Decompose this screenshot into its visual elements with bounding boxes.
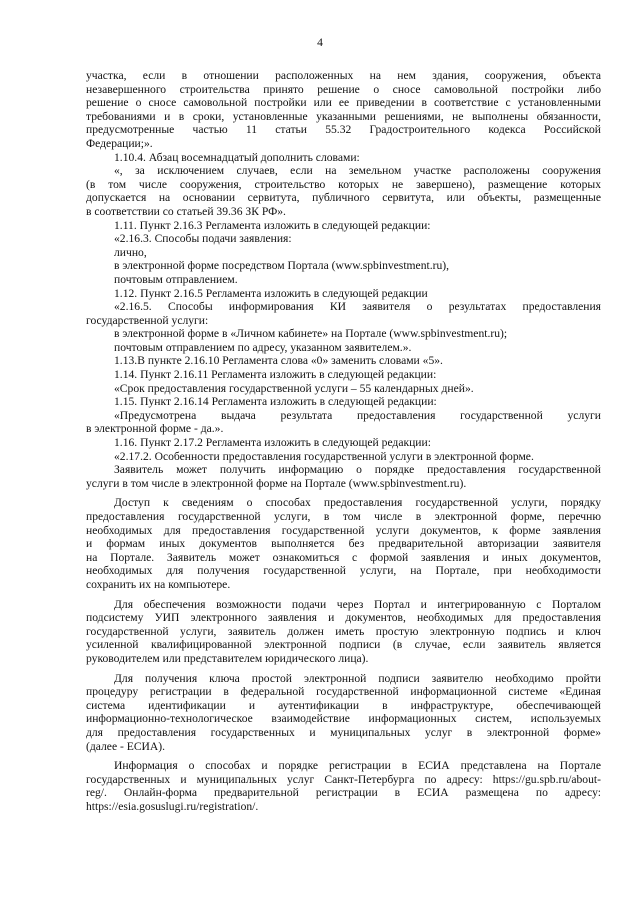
text-line: Информация о способах и порядке регистрации в ЕСИА представлена на Портале <box>114 759 601 773</box>
text-line: «Срок предоставления государственной услуги – 55 календарных дней». <box>114 381 474 395</box>
body-text <box>86 69 601 813</box>
text-line: 1.11. Пункт 2.16.3 Регламента изложить в следующей редакции: <box>114 218 431 232</box>
text-line: «2.17.2. Особенности предоставления государственной услуги в электронной форме. <box>114 449 534 463</box>
text-line: https://esia.gosuslugi.ru/registration/. <box>86 799 259 813</box>
text-line: усиленной квалифицированной электронной подписи (в случае, если заявитель является <box>86 638 601 652</box>
text-line: сохранить их на компьютере. <box>86 577 231 591</box>
text-line: подсистему УИП электронного заявления и документов, необходимых для предоставления <box>86 611 601 625</box>
text-line: необходимых для получения государственной услуги, на Портале, при необходимости <box>86 564 601 578</box>
text-line: участка, если в отношении расположенных на нем здания, сооружения, объекта <box>86 69 601 82</box>
text-line: лично, <box>114 245 147 259</box>
text-line: предоставления государственной услуги, в том числе в электронной форме, перечню <box>86 510 601 523</box>
text-line: незавершенного строительства принято решение о сносе самовольной постройки либо <box>86 82 601 96</box>
text-line: reg/. Онлайн-форма предварительной регистрации в ЕСИА размещена по адресу: <box>86 786 601 800</box>
text-line: предусмотренные частью 11 статьи 55.32 Градостроительного кодекса Российской <box>86 123 601 137</box>
text-line: требованиями и в сроки, установленные указанными решениями, не выполнены обязанности, <box>86 109 601 123</box>
text-line: «, за исключением случаев, если на земельном участке расположены сооружения <box>114 164 601 178</box>
text-line: Заявитель может получить информацию о порядке предоставления государственной <box>114 463 601 477</box>
text-line: «Предусмотрена выдача результата предоставления государственной услуги <box>114 408 601 422</box>
text-line: и формам иных документов выполняется без предварительной авторизации заявителя <box>86 537 601 551</box>
text-line: 1.13.В пункте 2.16.10 Регламента слова «0» заменить словами «5». <box>114 354 443 368</box>
text-line: в электронной форме - да.». <box>86 422 224 436</box>
text-line: 1.12. Пункт 2.16.5 Регламента изложить в следующей редакции <box>114 286 428 300</box>
text-line: 1.14. Пункт 2.16.11 Регламента изложить в следующей редакции: <box>114 368 437 382</box>
text-line: (в том числе сооружения, строительство которых не завершено), размещение которых <box>86 177 601 191</box>
text-line: «2.16.3. Способы подачи заявления: <box>114 232 292 246</box>
text-line: допускается на основании сервитута, публичного сервитута, или объекты, размещенные <box>86 191 601 205</box>
text-line: услуги в том числе в электронной форме на Портале (www.spbinvestment.ru). <box>86 476 467 490</box>
text-line: в соответствии со статьей 39.36 ЗК РФ». <box>86 204 286 218</box>
text-line: 1.15. Пункт 2.16.14 Регламента изложить в следующей редакции: <box>114 395 437 409</box>
text-line: решение о сносе самовольной постройки или ее приведении в соответствие с установленными <box>86 96 601 110</box>
text-line: 1.10.4. Абзац восемнадцатый дополнить словами: <box>114 150 360 164</box>
text-line: Доступ к сведениям о способах предоставления государственной услуги, порядку <box>114 496 601 510</box>
text-line: (далее - ЕСИА). <box>86 739 166 753</box>
page-number: 4 <box>317 36 323 49</box>
text-line: процедуру регистрации в федеральной государственной информационной системе «Единая <box>86 685 601 699</box>
text-line: руководителем или представителем юридического лица). <box>86 651 369 665</box>
text-line: система идентификации и аутентификации в инфраструктуре, обеспечивающей <box>86 698 601 712</box>
text-line: почтовым отправлением. <box>114 272 238 286</box>
text-line: необходимых для предоставления государственной услуги документов, к форме заявления <box>86 523 601 537</box>
text-line: информационно-технологическое взаимодействие информационных систем, используемых <box>86 712 601 726</box>
text-line: 1.16. Пункт 2.17.2 Регламента изложить в следующей редакции: <box>114 436 431 450</box>
text-line: Для обеспечения возможности подачи через Портал и интегрированную с Порталом <box>114 597 601 611</box>
text-line: государственных и муниципальных услуг Санкт-Петербурга по адресу: https://gu.spb.ru/about- <box>86 772 601 786</box>
text-line: Для получения ключа простой электронной подписи заявителю необходимо пройти <box>114 671 601 685</box>
text-line: государственной услуги, заявитель должен иметь простую электронную подпись и ключ <box>86 624 601 638</box>
text-line: для предоставления государственных и муниципальных услуг в электронной форме» <box>86 725 601 739</box>
text-line: Федерации;». <box>86 136 153 150</box>
text-line: почтовым отправлением по адресу, указанном заявителем.». <box>114 340 412 354</box>
text-line: в электронной форме посредством Портала (www.spbinvestment.ru), <box>114 259 450 273</box>
text-line: в электронной форме в «Личном кабинете» на Портале (www.spbinvestment.ru); <box>114 327 508 341</box>
text-line: государственной услуги: <box>86 313 209 327</box>
text-line: на Портале. Заявитель может ознакомиться с формой заявления и иных документов, <box>86 550 601 564</box>
text-line: «2.16.5. Способы информирования КИ заявителя о результатах предоставления <box>114 300 601 314</box>
